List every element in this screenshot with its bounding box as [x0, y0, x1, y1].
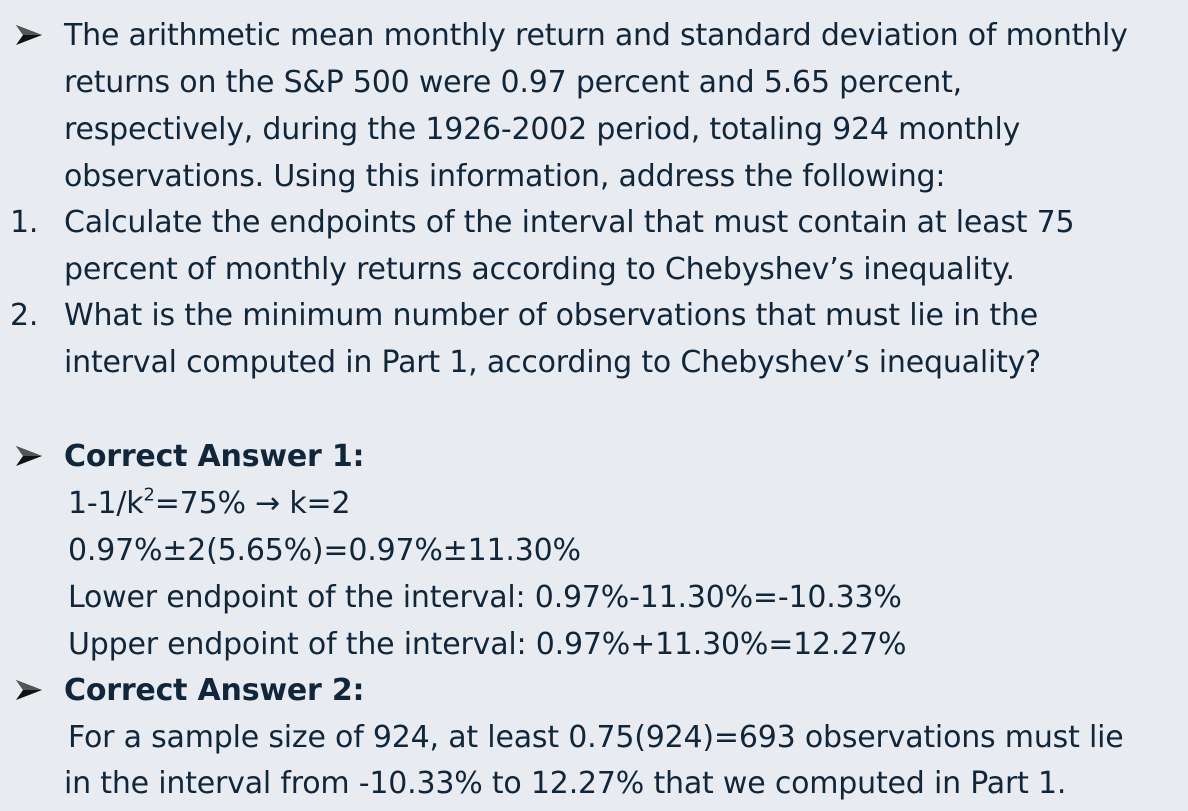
question-line [0, 153, 1188, 200]
question-item [0, 292, 1188, 339]
answer2-heading-row [0, 667, 1188, 714]
arrow-bullet-icon [10, 12, 54, 59]
answer2-line: For a sample size of 924, at least 0.75(924)=693 observations must lie [68, 720, 1124, 755]
answer1-line: 0.97%±2(5.65%)=0.97%±11.30% [68, 533, 581, 568]
answer2-line-row [0, 714, 1188, 761]
answer1-line: Lower endpoint of the interval: 0.97%-11.30%=-10.33% [68, 580, 902, 615]
answer1-heading: Correct Answer 1: [64, 439, 365, 474]
item-line: Calculate the endpoints of the interval that must contain at least 75 [64, 205, 1075, 240]
question-intro-line: respectively, during the 1926-2002 period, totaling 924 monthly [64, 112, 1021, 147]
question-line [0, 12, 1188, 59]
question-intro-line: observations. Using this information, address the following: [64, 159, 946, 194]
formula-prefix: 1-1/k [68, 486, 144, 521]
answer1-heading-row [0, 433, 1188, 480]
question-item [0, 339, 1188, 386]
answer2-heading: Correct Answer 2: [64, 673, 365, 708]
answer1-formula-row [0, 480, 1188, 527]
question-item [0, 199, 1188, 246]
answer1-line: Upper endpoint of the interval: 0.97%+11.30%=12.27% [68, 627, 907, 662]
question-line [0, 106, 1188, 153]
arrow-bullet-icon [10, 667, 54, 714]
item-line: interval computed in Part 1, according to Chebyshev’s inequality? [64, 345, 1041, 380]
question-intro-line: returns on the S&P 500 were 0.97 percent and 5.65 percent, [64, 65, 963, 100]
answer1-line-row [0, 574, 1188, 621]
item-number: 1. [10, 205, 39, 240]
question-line [0, 59, 1188, 106]
item-line: percent of monthly returns according to Chebyshev’s inequality. [64, 252, 1015, 287]
item-number: 2. [10, 298, 39, 333]
answer2-line-row [0, 760, 1188, 807]
question-item [0, 246, 1188, 293]
item-line: What is the minimum number of observations that must lie in the [64, 298, 1039, 333]
arrow-bullet-icon [10, 433, 54, 480]
answer1-line-row [0, 527, 1188, 574]
question-intro-line: The arithmetic mean monthly return and standard deviation of monthly [64, 18, 1128, 53]
answer1-formula [68, 480, 350, 527]
formula-exponent: 2 [143, 484, 155, 506]
answer2-line: in the interval from -10.33% to 12.27% that we computed in Part 1. [64, 766, 1067, 801]
formula-suffix: =75% → k=2 [154, 486, 351, 521]
answer1-line-row [0, 621, 1188, 668]
